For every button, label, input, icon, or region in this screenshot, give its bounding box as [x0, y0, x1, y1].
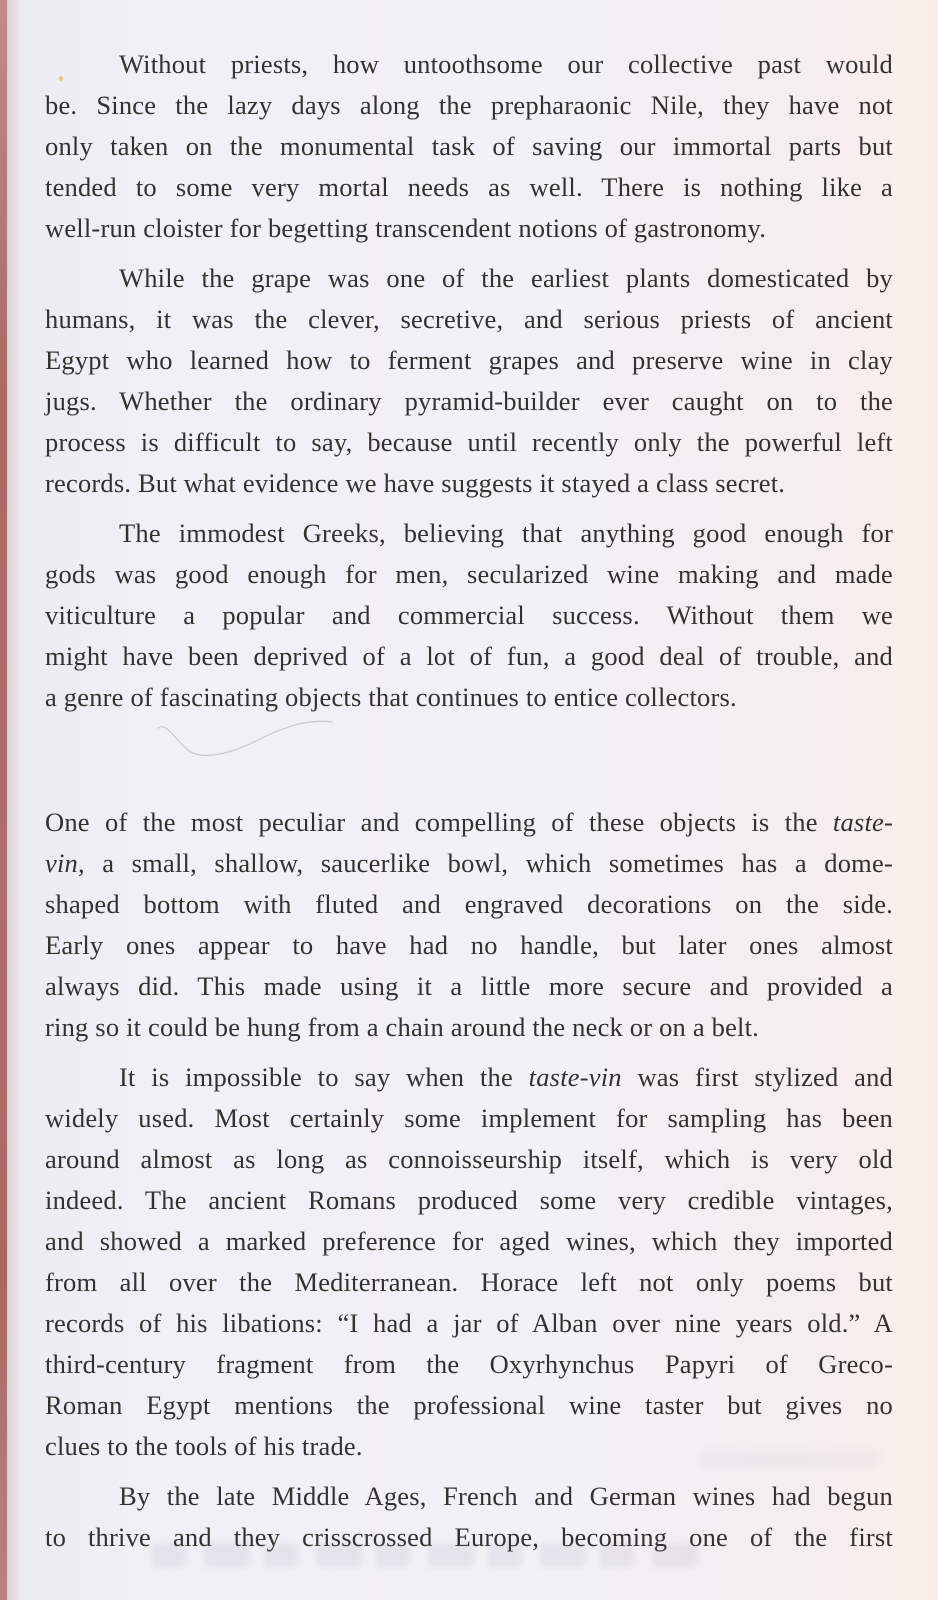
- text-run: indeed. The ancient Romans produced some very credible vintages,: [45, 1185, 893, 1215]
- text-line: [45, 554, 893, 595]
- text-run: jugs. Whether the ordinary pyramid-builder ever caught on to the: [45, 386, 893, 416]
- page-text: [45, 44, 893, 1567]
- page-edge-shadow: [7, 0, 21, 1600]
- text-run: a small, shallow, saucerlike bowl, which sometimes has a dome-: [84, 848, 893, 878]
- text-run: process is difficult to say, because until recently only the powerful left: [45, 427, 893, 457]
- text-run: only taken on the monumental task of saving our immortal parts but: [45, 131, 893, 161]
- text-line: [45, 1344, 893, 1385]
- text-line: [45, 208, 893, 249]
- bleed-through-smudge: [152, 1543, 712, 1567]
- text-run: Egypt who learned how to ferment grapes and preserve wine in clay: [45, 345, 893, 375]
- text-run: One of the most peculiar and compelling of these objects is the: [45, 807, 833, 837]
- paragraph: [45, 258, 893, 504]
- text-line: [45, 513, 893, 554]
- text-line: [45, 1262, 893, 1303]
- text-run: well-run cloister for begetting transcendent notions of gastronomy.: [45, 213, 767, 243]
- text-run: was first stylized and: [621, 1062, 894, 1092]
- text-line: [45, 299, 893, 340]
- text-line: [45, 843, 893, 884]
- text-run: tended to some very mortal needs as well. There is nothing like a: [45, 172, 893, 202]
- text-line: [45, 1303, 893, 1344]
- text-line: [45, 463, 893, 504]
- text-line: [45, 44, 893, 85]
- text-line: [45, 677, 893, 718]
- bleed-through-smudge: [700, 1450, 880, 1468]
- text-run: third-century fragment from the Oxyrhynchus Papyri of Greco-: [45, 1349, 893, 1379]
- text-run: viticulture a popular and commercial success. Without them we: [45, 600, 893, 630]
- text-line: [45, 1098, 893, 1139]
- paragraph: [45, 513, 893, 718]
- text-run: and showed a marked preference for aged wines, which they imported: [45, 1226, 893, 1256]
- text-line: [45, 167, 893, 208]
- text-run: might have been deprived of a lot of fun, a good deal of trouble, and: [45, 641, 893, 671]
- text-run: widely used. Most certainly some implement for sampling has been: [45, 1103, 893, 1133]
- text-run: While the grape was one of the earliest plants domesticated by: [119, 263, 893, 293]
- text-run: records. But what evidence we have suggests it stayed a class secret.: [45, 468, 786, 498]
- text-line: [45, 925, 893, 966]
- text-line: [45, 884, 893, 925]
- text-line: [45, 1385, 893, 1426]
- text-line: [45, 1476, 893, 1517]
- paper-speck: [59, 76, 63, 81]
- italic-term: taste-: [832, 807, 893, 837]
- text-run: to thrive and they crisscrossed Europe, becoming one of the first: [45, 1522, 893, 1552]
- text-run: ring so it could be hung from a chain around the neck or on a belt.: [45, 1012, 759, 1042]
- page-edge-strip: [0, 0, 7, 1600]
- text-run: Roman Egypt mentions the professional wine taster but gives no: [45, 1390, 893, 1420]
- text-run: The immodest Greeks, believing that anything good enough for: [119, 518, 893, 548]
- italic-term: vin,: [45, 848, 85, 878]
- text-line: [45, 85, 893, 126]
- paragraph: [45, 1057, 893, 1467]
- text-run: gods was good enough for men, secularized wine making and made: [45, 559, 893, 589]
- text-run: from all over the Mediterranean. Horace left not only poems but: [45, 1267, 893, 1297]
- text-run: always did. This made using it a little more secure and provided a: [45, 971, 893, 1001]
- text-line: [45, 1221, 893, 1262]
- text-line: [45, 1180, 893, 1221]
- text-run: around almost as long as connoisseurship itself, which is very old: [45, 1144, 893, 1174]
- text-line: [45, 966, 893, 1007]
- text-line: [45, 381, 893, 422]
- text-run: By the late Middle Ages, French and German wines had begun: [119, 1481, 893, 1511]
- text-run: a genre of fascinating objects that continues to entice collectors.: [45, 682, 737, 712]
- text-run: Without priests, how untoothsome our collective past would: [119, 49, 893, 79]
- text-line: [45, 1007, 893, 1048]
- text-run: records of his libations: “I had a jar of Alban over nine years old.” A: [45, 1308, 893, 1338]
- text-line: [45, 802, 893, 843]
- text-run: humans, it was the clever, secretive, and serious priests of ancient: [45, 304, 893, 334]
- paragraph: [45, 44, 893, 249]
- text-line: [45, 258, 893, 299]
- text-run: be. Since the lazy days along the prepharaonic Nile, they have not: [45, 90, 893, 120]
- paragraph: [45, 802, 893, 1048]
- text-line: [45, 1139, 893, 1180]
- italic-term: taste-vin: [528, 1062, 622, 1092]
- text-line: [45, 636, 893, 677]
- text-run: Early ones appear to have had no handle, but later ones almost: [45, 930, 893, 960]
- text-line: [45, 422, 893, 463]
- text-line: [45, 126, 893, 167]
- text-run: clues to the tools of his trade.: [45, 1431, 363, 1461]
- text-run: shaped bottom with fluted and engraved decorations on the side.: [45, 889, 893, 919]
- text-run: It is impossible to say when the: [119, 1062, 529, 1092]
- text-line: [45, 340, 893, 381]
- text-line: [45, 595, 893, 636]
- text-line: [45, 1057, 893, 1098]
